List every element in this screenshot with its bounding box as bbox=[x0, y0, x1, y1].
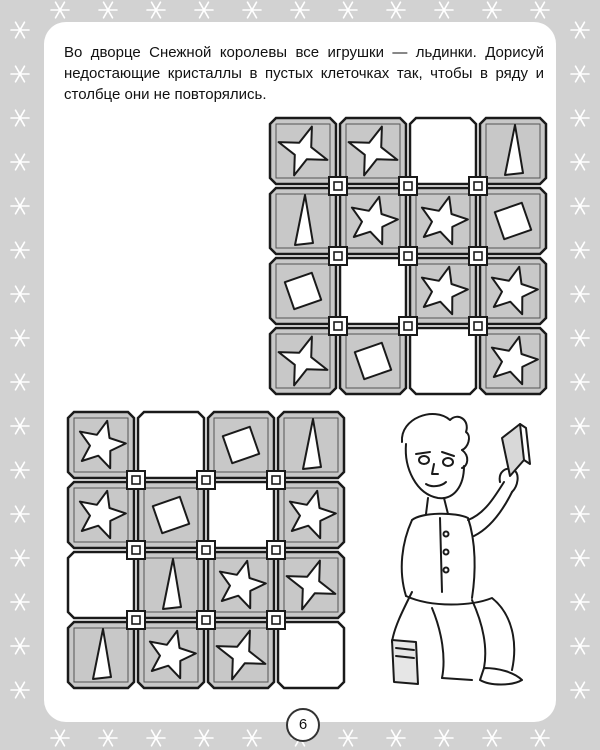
crystal-cell bbox=[270, 328, 336, 394]
grid-knot bbox=[127, 541, 145, 559]
crystal-cell bbox=[340, 118, 406, 184]
crystal-cell bbox=[208, 552, 274, 618]
empty-cell[interactable] bbox=[68, 552, 134, 618]
grid-knot bbox=[469, 177, 487, 195]
snowflake-icon bbox=[571, 682, 589, 698]
grid-knot bbox=[197, 611, 215, 629]
snowflake-icon bbox=[571, 418, 589, 434]
snowflake-icon bbox=[11, 550, 29, 566]
snowflake-icon bbox=[571, 638, 589, 654]
crystal-cell bbox=[138, 482, 204, 548]
snowflake-icon bbox=[243, 2, 261, 18]
crystal-cell bbox=[340, 328, 406, 394]
crystal-cell bbox=[480, 328, 546, 394]
puzzle-grid-2 bbox=[66, 410, 346, 690]
snowflake-icon bbox=[339, 2, 357, 18]
crystal-cell bbox=[270, 118, 336, 184]
empty-cell[interactable] bbox=[138, 412, 204, 478]
crystal-cell bbox=[68, 622, 134, 688]
crystal-cell bbox=[278, 482, 344, 548]
snowflake-icon bbox=[99, 2, 117, 18]
snowflake-icon bbox=[147, 730, 165, 746]
snowflake-icon bbox=[11, 66, 29, 82]
puzzle-grid-1 bbox=[268, 116, 548, 396]
snowflake-icon bbox=[387, 2, 405, 18]
snowflake-icon bbox=[571, 110, 589, 126]
snowflake-icon bbox=[11, 506, 29, 522]
grid-knot bbox=[197, 541, 215, 559]
snowflake-icon bbox=[571, 506, 589, 522]
snowflake-icon bbox=[99, 730, 117, 746]
boy-holding-ice-crystal-icon bbox=[372, 402, 542, 692]
snowflake-icon bbox=[571, 550, 589, 566]
grid-knot bbox=[329, 247, 347, 265]
snowflake-icon bbox=[11, 286, 29, 302]
crystal-cell bbox=[68, 412, 134, 478]
snowflake-icon bbox=[11, 374, 29, 390]
crystal-cell bbox=[480, 188, 546, 254]
grid-knot bbox=[267, 471, 285, 489]
snowflake-icon bbox=[483, 2, 501, 18]
snowflake-icon bbox=[435, 730, 453, 746]
empty-cell[interactable] bbox=[340, 258, 406, 324]
snowflake-icon bbox=[11, 682, 29, 698]
crystal-cell bbox=[68, 482, 134, 548]
crystal-cell bbox=[410, 258, 476, 324]
snowflake-icon bbox=[571, 374, 589, 390]
snowflake-icon bbox=[243, 730, 261, 746]
snowflake-icon bbox=[571, 330, 589, 346]
snowflake-icon bbox=[147, 2, 165, 18]
snowflake-icon bbox=[11, 22, 29, 38]
snowflake-icon bbox=[387, 730, 405, 746]
crystal-cell bbox=[480, 118, 546, 184]
grid-knot bbox=[469, 317, 487, 335]
crystal-cell bbox=[340, 188, 406, 254]
snowflake-icon bbox=[11, 638, 29, 654]
snowflake-icon bbox=[195, 730, 213, 746]
snowflake-icon bbox=[571, 66, 589, 82]
crystal-cell bbox=[270, 258, 336, 324]
empty-cell[interactable] bbox=[278, 622, 344, 688]
grid-knot bbox=[329, 317, 347, 335]
snowflake-icon bbox=[11, 242, 29, 258]
snowflake-icon bbox=[195, 2, 213, 18]
crystal-cell bbox=[278, 412, 344, 478]
snowflake-icon bbox=[51, 2, 69, 18]
snowflake-icon bbox=[571, 594, 589, 610]
grid-knot bbox=[267, 541, 285, 559]
snowflake-icon bbox=[571, 462, 589, 478]
grid-knot bbox=[329, 177, 347, 195]
snowflake-icon bbox=[571, 286, 589, 302]
grid-knot bbox=[469, 247, 487, 265]
snowflake-icon bbox=[11, 330, 29, 346]
snowflake-icon bbox=[571, 22, 589, 38]
empty-cell[interactable] bbox=[410, 328, 476, 394]
grid-knot bbox=[399, 317, 417, 335]
crystal-cell bbox=[208, 412, 274, 478]
crystal-cell bbox=[208, 622, 274, 688]
snowflake-icon bbox=[11, 418, 29, 434]
grid-knot bbox=[399, 177, 417, 195]
task-instructions: Во дворце Снежной королевы все игрушки — льдинки. Дорисуй недостающие кристаллы в пустых клеточках так, чтобы в ряду и столбце они не повторялись. bbox=[64, 44, 544, 103]
grid-knot bbox=[127, 611, 145, 629]
grid-knot bbox=[399, 247, 417, 265]
snowflake-icon bbox=[531, 730, 549, 746]
snowflake-icon bbox=[571, 198, 589, 214]
empty-cell[interactable] bbox=[208, 482, 274, 548]
snowflake-icon bbox=[483, 730, 501, 746]
snowflake-icon bbox=[339, 730, 357, 746]
snowflake-icon bbox=[291, 2, 309, 18]
empty-cell[interactable] bbox=[410, 118, 476, 184]
crystal-cell bbox=[410, 188, 476, 254]
snowflake-icon bbox=[571, 154, 589, 170]
crystal-cell bbox=[138, 552, 204, 618]
snowflake-icon bbox=[11, 198, 29, 214]
snowflake-icon bbox=[11, 462, 29, 478]
crystal-cell bbox=[270, 188, 336, 254]
crystal-cell bbox=[138, 622, 204, 688]
snowflake-icon bbox=[11, 110, 29, 126]
snowflake-icon bbox=[51, 730, 69, 746]
snowflake-icon bbox=[531, 2, 549, 18]
snowflake-icon bbox=[435, 2, 453, 18]
crystal-cell bbox=[480, 258, 546, 324]
snowflake-icon bbox=[11, 594, 29, 610]
snowflake-icon bbox=[571, 242, 589, 258]
grid-knot bbox=[127, 471, 145, 489]
crystal-cell bbox=[278, 552, 344, 618]
grid-knot bbox=[197, 471, 215, 489]
snowflake-icon bbox=[11, 154, 29, 170]
grid-knot bbox=[267, 611, 285, 629]
page-number: 6 bbox=[286, 708, 320, 742]
